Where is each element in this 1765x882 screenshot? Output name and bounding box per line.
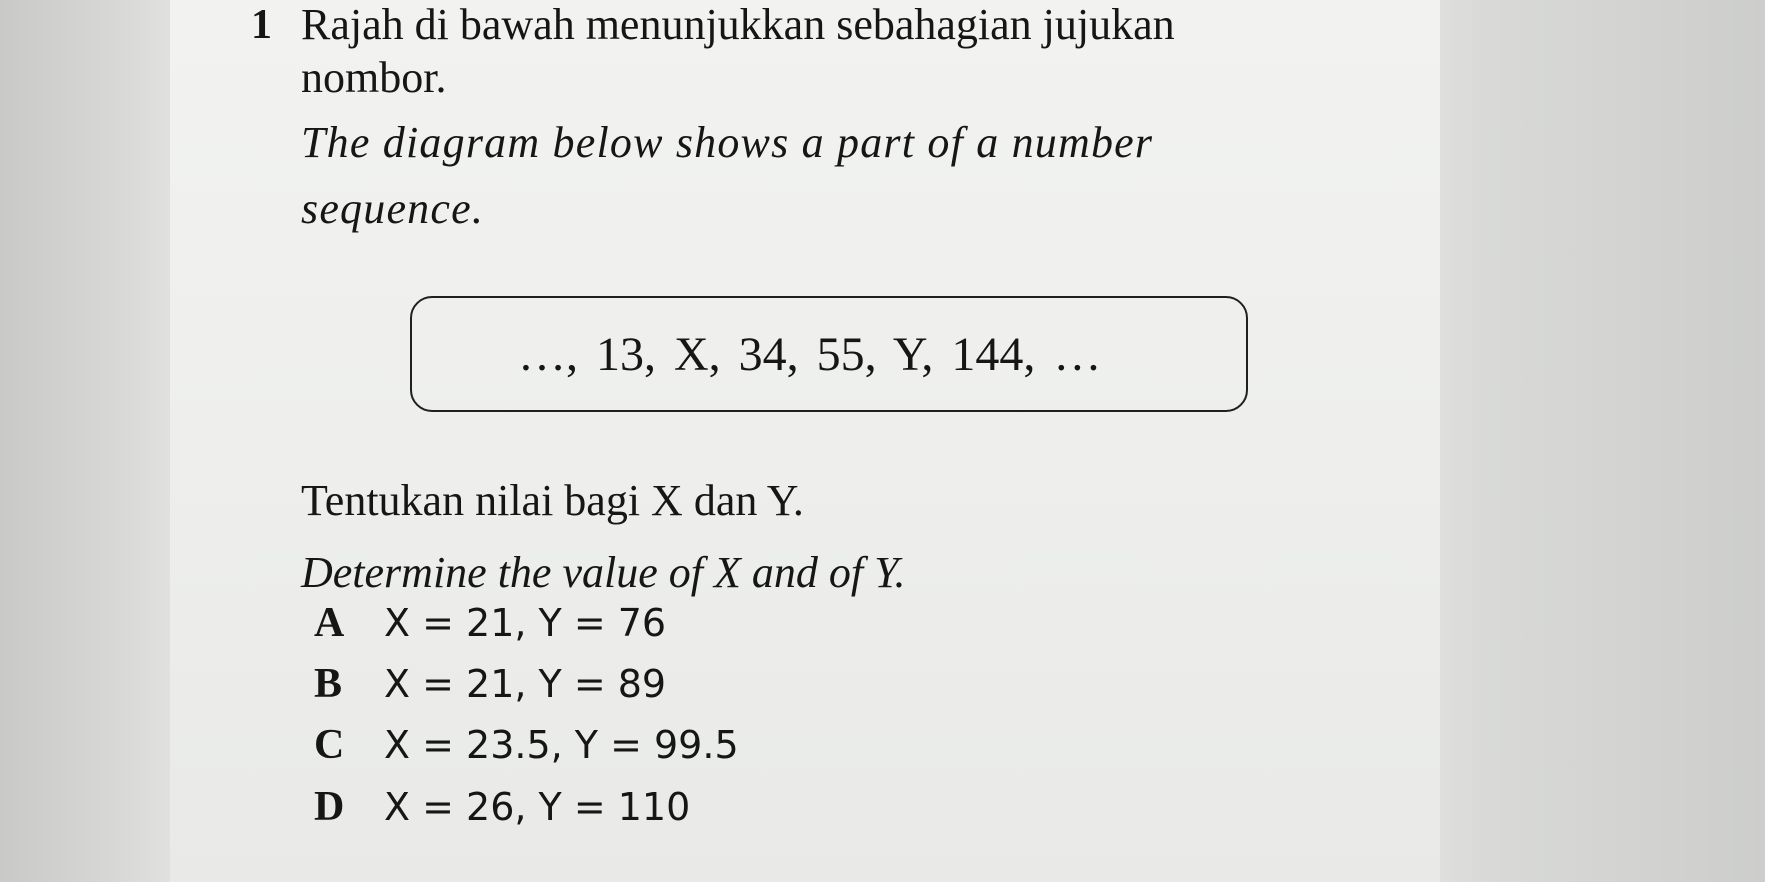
option-c[interactable] — [314, 720, 739, 770]
question-text-english-line2: sequence. — [301, 184, 485, 233]
option-b[interactable] — [314, 659, 666, 709]
question-text-malay-line1: Rajah di bawah menunjukkan sebahagian jujukan — [301, 0, 1175, 49]
option-letter: A — [314, 600, 345, 646]
option-letter: D — [314, 784, 345, 830]
option-value: X = 21, Y = 76 — [384, 601, 667, 645]
question-text-malay-line2: nombor. — [301, 53, 447, 102]
option-value: X = 23.5, Y = 99.5 — [384, 723, 739, 767]
number-sequence: …, 13, X, 34, 55, Y, 144, … — [518, 328, 1102, 381]
option-letter: C — [314, 722, 345, 768]
option-d[interactable] — [314, 782, 690, 832]
question-text-english-line1: The diagram below shows a part of a number — [301, 118, 1154, 167]
option-letter: B — [314, 661, 343, 707]
instruction-malay: Tentukan nilai bagi X dan Y. — [301, 476, 804, 525]
option-value: X = 26, Y = 110 — [384, 785, 691, 829]
option-a[interactable] — [314, 598, 666, 648]
question-number: 1 — [251, 2, 272, 48]
option-value: X = 21, Y = 89 — [384, 662, 667, 706]
instruction-english: Determine the value of X and of Y. — [301, 548, 906, 597]
